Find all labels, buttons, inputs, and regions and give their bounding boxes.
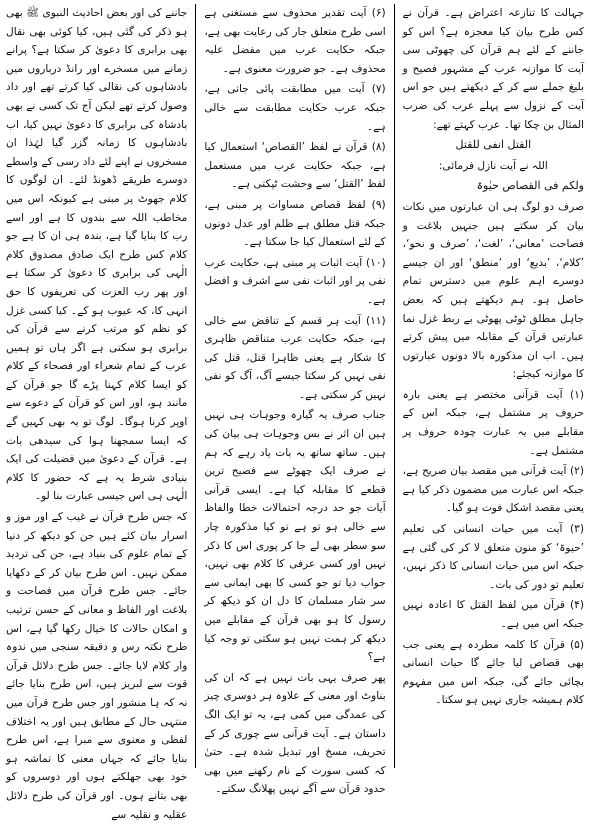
column-divider <box>195 4 196 768</box>
paragraph: جناب صرف یہ گیارہ وجوہات ہی نہیں ہیں ان اثر نے بس وجوہات ہی بیان کی ہیں۔ ساتھ ساتھ یہ بات یاد رہے کہ ہم نے صرف ایک چھوٹے سے فصیح ترین قطعے کا مقابلہ کیا ہے۔ ایسی قرآنی آیات جو حد درجہ احتمالات خطا والفاظ سے خالی ہو تو ہے تو کیا مذکورہ چار سو سطر بھی لے جا کر پوری اس کا ذکر نہیں اور کسی عرفی کا کلام بھی نہیں، جواب دیا تو جو کسی کا بھی ایمانی سے سر شار مسلمان کا دل ان کو دیکھ کر رسول کا ہو بھی قرآن کے مقابلے میں دیکھ کر ہمت نہیں ہو سکتی تو وجہ کیا ہے؟ <box>204 409 386 664</box>
list-item: (۷) آیت میں مطابقت پائی جاتی ہے، جبکہ عرب حکایت مطابقت سے خالی ہے۔ <box>204 83 386 133</box>
list-item: (۴) قرآن میں لفظ القتل کا اعادہ نہیں جبکہ اس میں ہے۔ <box>402 599 584 630</box>
column-right <box>403 4 584 768</box>
list-item: (۶) آیت تقدیر محذوف سے مستغنی ہے اسی طرح متعلق جار کی رعایت بھی ہے، جبکہ حکایت عرب میں مفضل علیہ محذوف ہے۔ جو ضرورت معنوی ہے۔ <box>204 7 386 75</box>
list-item: (۱) آیت قرآنی مختصر ہے یعنی بارہ حروف پر مشتمل ہے، جبکہ اس کے مقابلے میں یہ عبارت چودہ حروف پر مشتمل ہے۔ <box>402 388 584 457</box>
column-left <box>6 4 188 821</box>
paragraph: پھر صرف یہی بات نہیں ہے کہ ان کی بناوٹ اور معنی کے علاوہ ہر دوسری چیز کی عمدگی میں کمی ہے، یہ تو ایک الگ داستان ہے۔ آیت قرآنی سے چوری کر کے تحریف، مسخ اور تبدیل شدہ ہے۔ حتیٰ کہ کسی سورت کے نام رکھنے میں بھی حدود قرآن سے آگے نہیں پھلانگ سکتے۔ <box>204 671 386 796</box>
paragraph: کہ جس طرح قرآن نے غیب کے اور موز و اسرار بیان کئے ہیں جن کو دیکھ کر دنیا کے تمام علوم کی بنیاد ہے، جن کی تردید ممکن نہیں۔ اس طرح بیان کر کے دکھایا جائے۔ جس طرح قرآن میں فصاحت و بلاغت اور الفاظ و معانی کے حسن ترتیب و امکان حالات کا خیال رکھا گیا ہے، اس طرح نکتہ رس و دقیقہ سنجی میں ندوہ وار کلام لایا جائے۔ جس طرح دلائل قرآن قوت سے لبریز ہیں، اس طرح بنایا جائے نہ کہ ہا منشور اور جس طرح قرآن میں منتہی حال کے مطابق ہیں اور یہ اختلاف لفظی و معنوی سے مبرا ہے، اس طرح بنایا جائے کہ جہاں معنی کا تماشہ ہو خود بھی جھلکتے ہوں اور دوسروں کو بھی بتانے ہوں۔ اور قرآن کی طرح دلائل عقلیہ و نقلیہ سے <box>6 511 188 821</box>
list-item: (۳) آیت میں حیات انسانی کی تعلیم ’حیوۃ‘ کو منون متعلق لا کر کی گئی ہے جبکہ اس میں حیات انسانی کا ذکر نہیں، تعلیم تو دور کی بات۔ <box>402 523 584 591</box>
list-item: (۲) آیت قرآنی میں مقصد بیان صریح ہے، جبکہ اس عبارت میں مضمون ذکر کیا ہے یعنی مقصد اشکل فوت ہو گیا۔ <box>402 465 584 515</box>
list-item: (۵) قرآن کا کلمہ مطردہ ہے یعنی جب بھی قصاص لیا جائے گا حیات انسانی بچائی جائے گی، جبکہ اس میں مفہوم کلام ہمیشہ جاری نہیں ہو سکتا۔ <box>402 638 584 707</box>
arabic-proverb: القتل انفی للقتل <box>455 138 532 152</box>
paragraph: جہالت کا تنازعہ اعتراض ہے۔ قرآن نے کس طرح بیان کیا معجزہ ہے؟ اس کو جاننے کے لئے ہم قرآن کی چھوٹی سی آیت کا موازنہ عرب کے مشہور فصیح و بلیغ جملے سے کر کے دیکھتے ہیں جو اس آیت کے نزول سے پہلے عرب کی ضرب المثال بن چکا تھا۔ عرب کہتے تھے: <box>402 7 584 131</box>
list-item: (۱۱) آیت ہر قسم کے تناقض سے خالی ہے، جبکہ حکایت عرب متناقض ظاہری کا شکار ہے یعنی ظاہرا قتل، قتل کی نفی نہیں کر سکتا جیسے آگ، آگ کو نفی نہیں کر سکتی ہے۔ <box>204 314 386 401</box>
quranic-verse: ولکم فی القصاص حیٰوۃ <box>476 179 584 193</box>
paragraph: جاننے کی اور بعض احادیث النبوی ﷺ بھی ہو ذکر کی گئی ہیں، کیا کوئی بھی نقال بھی برابری کا دعویٰ کر سکتا ہے؟ پرانے زمانے میں مسخرے اور رانڈ درباروں میں بادشاہوں کی نقالی کیا کرتے تھے اور داد وصول کرتے تھے لیکن آج تک کسی نے بھی بادشاہ کی برابری کا دعویٰ نہیں کیا، اب بادشاہوں کا زمانہ گزر گیا لہٰذا ان مسخروں نے اپنے لئے داد رسی کے واسطے دوسرے طریقے ڈھونڈ لئے۔ ان لوگوں کا کلام جھوٹ پر مبنی ہے کیونکہ اس میں مخاطب اللہ سے بندوں کا ہے اور اسے رب کا بنایا گیا ہے، بندہ ہی ان کا ہے جو کلام کس طرح ایک صادق مصدوق کلام الٰہی کی برابری کا دعویٰ کر سکتا ہے اور پھر رب العزت کی تعریفوں کا حق انہی کا، کہ عیوب ہو کے۔ کیا کسی غزل کو نظم کو مرتب کرنے سے قرآن کی برابری ہو سکتی ہے اگر ہاں تو ہمیں عرب کے تمام شعراء اور فصحاء کے کلام کو ایسا کلام کہنا پڑے گا جو قرآن کے مانند ہو، اور اس کو قرآن کے دعوے سے اوپر کرنا ہوگا۔ لوگ تو یہ بھی کہیں گے کہ ایسا سمجھنا ہوا کی سیدھی بات ہے۔ قرآن کے دعویٰ میں فضیلت کی ایک بنیادی شرط یہ ہے کہ حضور کا کلام الٰہی ہی اس جیسی عبارت بنا لو۔ <box>6 7 188 503</box>
paragraph: اللہ نے آیت نازل فرمائی: <box>438 159 548 172</box>
three-column-text <box>6 4 584 821</box>
column-divider <box>394 4 395 768</box>
list-item: (۸) قرآن نے لفظ ’القصاص‘ استعمال کیا ہے، جبکہ حکایت عرب میں مستعمل لفظ ’القتل‘ سے وحشت ٹپکتی ہے۔ <box>204 141 386 191</box>
column-middle <box>204 4 386 796</box>
paragraph: صرف دو لوگ ہی ان عبارتوں میں نکات بیان کر سکتے ہیں جنہیں بلاغت و فصاحت ’معانی‘، ’لغت‘، ’صرف و نحو‘، ’کلام‘، ’بدیع‘ اور ’منطق‘ اور ان جیسے دوسرے اہم علوم میں دسترس تمام حاصل ہو۔ ہم دیکھتے ہیں کہ بعض جاہل مطلق ٹوٹی پھوٹی بے ربط غزل نما عبارتیں قرآن کے مقابلہ میں پیش کرتے ہیں۔ اب ان مذکورہ بالا دونوں عبارتوں کا موازنہ کیجئے: <box>402 200 584 381</box>
list-item: (۹) لفظ قصاص مساوات پر مبنی ہے، جبکہ قتل مطلق ہے ظلم اور عدل دونوں کے لئے استعمال کیا جا سکتا ہے۔ <box>204 198 386 249</box>
list-item: (۱۰) آیت اثبات پر مبنی ہے، حکایت عرب نفی پر اور اثبات نفی سے اشرف و افضل ہے۔ <box>204 256 386 306</box>
